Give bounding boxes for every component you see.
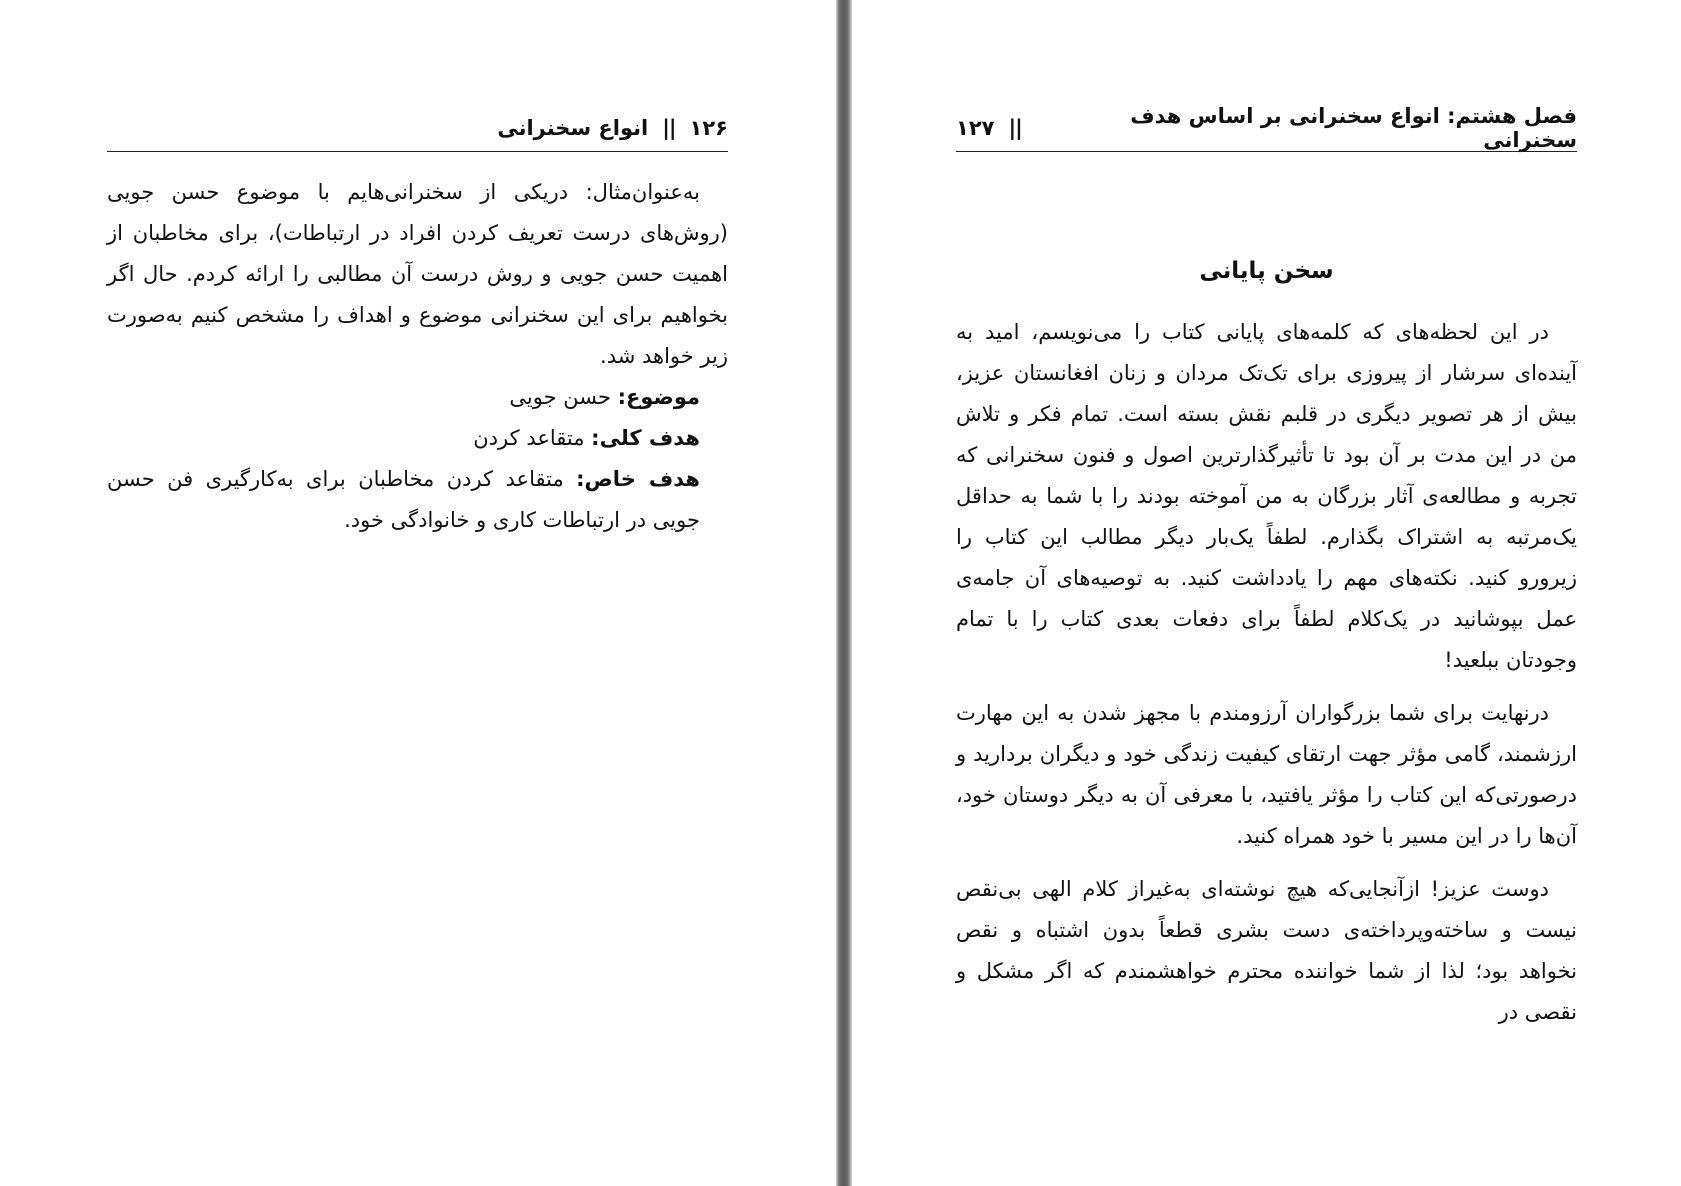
header-separator: ||	[662, 115, 676, 140]
section-title: سخن پایانی	[1199, 258, 1334, 284]
left-page	[0, 0, 836, 1186]
left-page-number: ۱۲۶	[689, 115, 728, 140]
right-page-header	[956, 103, 1577, 152]
definition-value: حسن جویی	[509, 385, 611, 409]
definition-topic	[107, 377, 728, 418]
definition-label: هدف کلی:	[591, 426, 700, 450]
right-page	[852, 0, 1681, 1186]
right-page-number: ۱۲۷	[956, 115, 995, 140]
closing-paragraph: درنهایت برای شما بزرگواران آرزومندم با مجهز شدن به این مهارت ارزشمند، گامی مؤثر جهت ارتقای کیفیت زندگی خود و دیگران بردارید و درصورتی‌که این کتاب را مؤثر یافتید، با معرفی آن به دیگر دوستان خود، آن‌ها را در این مسیر با خود همراه کنید.	[956, 701, 1577, 848]
definition-label: هدف خاص:	[576, 467, 700, 491]
book-gutter	[836, 0, 852, 1186]
example-paragraph: به‌عنوان‌مثال: دریکی از سخنرانی‌هایم با موضوع حسن جویی (روش‌های درست تعریف کردن افراد در ارتباطات)، برای مخاطبان از اهمیت حسن جویی و روش درست آن مطالبی را ارائه کردم. حال اگر بخواهیم برای این سخنرانی موضوع و اهداف را مشخص کنیم به‌صورت زیر خواهد شد.	[107, 180, 728, 368]
definition-value: متقاعد کردن مخاطبان برای به‌کارگیری فن حسن جویی در ارتباطات کاری و خانوادگی خود.	[107, 467, 700, 532]
definition-value: متقاعد کردن	[473, 426, 585, 450]
left-page-body	[107, 172, 728, 541]
definition-specific-goal	[107, 459, 728, 541]
right-page-body	[956, 312, 1577, 1033]
definition-label: موضوع:	[617, 385, 700, 409]
left-header-title: انواع سخنرانی	[497, 115, 649, 140]
closing-paragraph: دوست عزیز! ازآنجایی‌که هیچ نوشته‌ای به‌غیراز کلام الهی بی‌نقص نیست و ساخته‌وپرداخته‌ی دست بشری قطعاً بدون اشتباه و نقص نخواهد بود؛ لذا از شما خواننده محترم خواهشمندم که اگر مشکل و نقصی در	[956, 877, 1577, 1024]
right-header-title: فصل هشتم: انواع سخنرانی بر اساس هدف سخنرانی	[1130, 103, 1577, 152]
definition-general-goal	[107, 418, 728, 459]
header-separator: ||	[1008, 115, 1022, 140]
left-page-header	[107, 112, 728, 152]
closing-paragraph: در این لحظه‌های که کلمه‌های پایانی کتاب را می‌نویسم، امید به آینده‌ای سرشار از پیروزی برای تک‌تک مردان و زنان افغانستان عزیز، بیش از هر تصویر دیگری در قلبم نقش بسته است. تمام فکر و تلاش من در این مدت بر آن بود تا تأثیرگذارترین اصول و فنون سخنرانی که تجربه و مطالعه‌ی آثار بزرگان به من آموخته بودند را با شما به حداقل یک‌مرتبه به اشتراک بگذارم. لطفاً یک‌بار دیگر مطالب این کتاب را زیرورو کنید. نکته‌های مهم را یادداشت کنید. به توصیه‌های آن جامه‌ی عمل بپوشانید در یک‌کلام لطفاً برای دفعات بعدی کتاب را با تمام وجودتان ببلعید!	[956, 320, 1577, 672]
